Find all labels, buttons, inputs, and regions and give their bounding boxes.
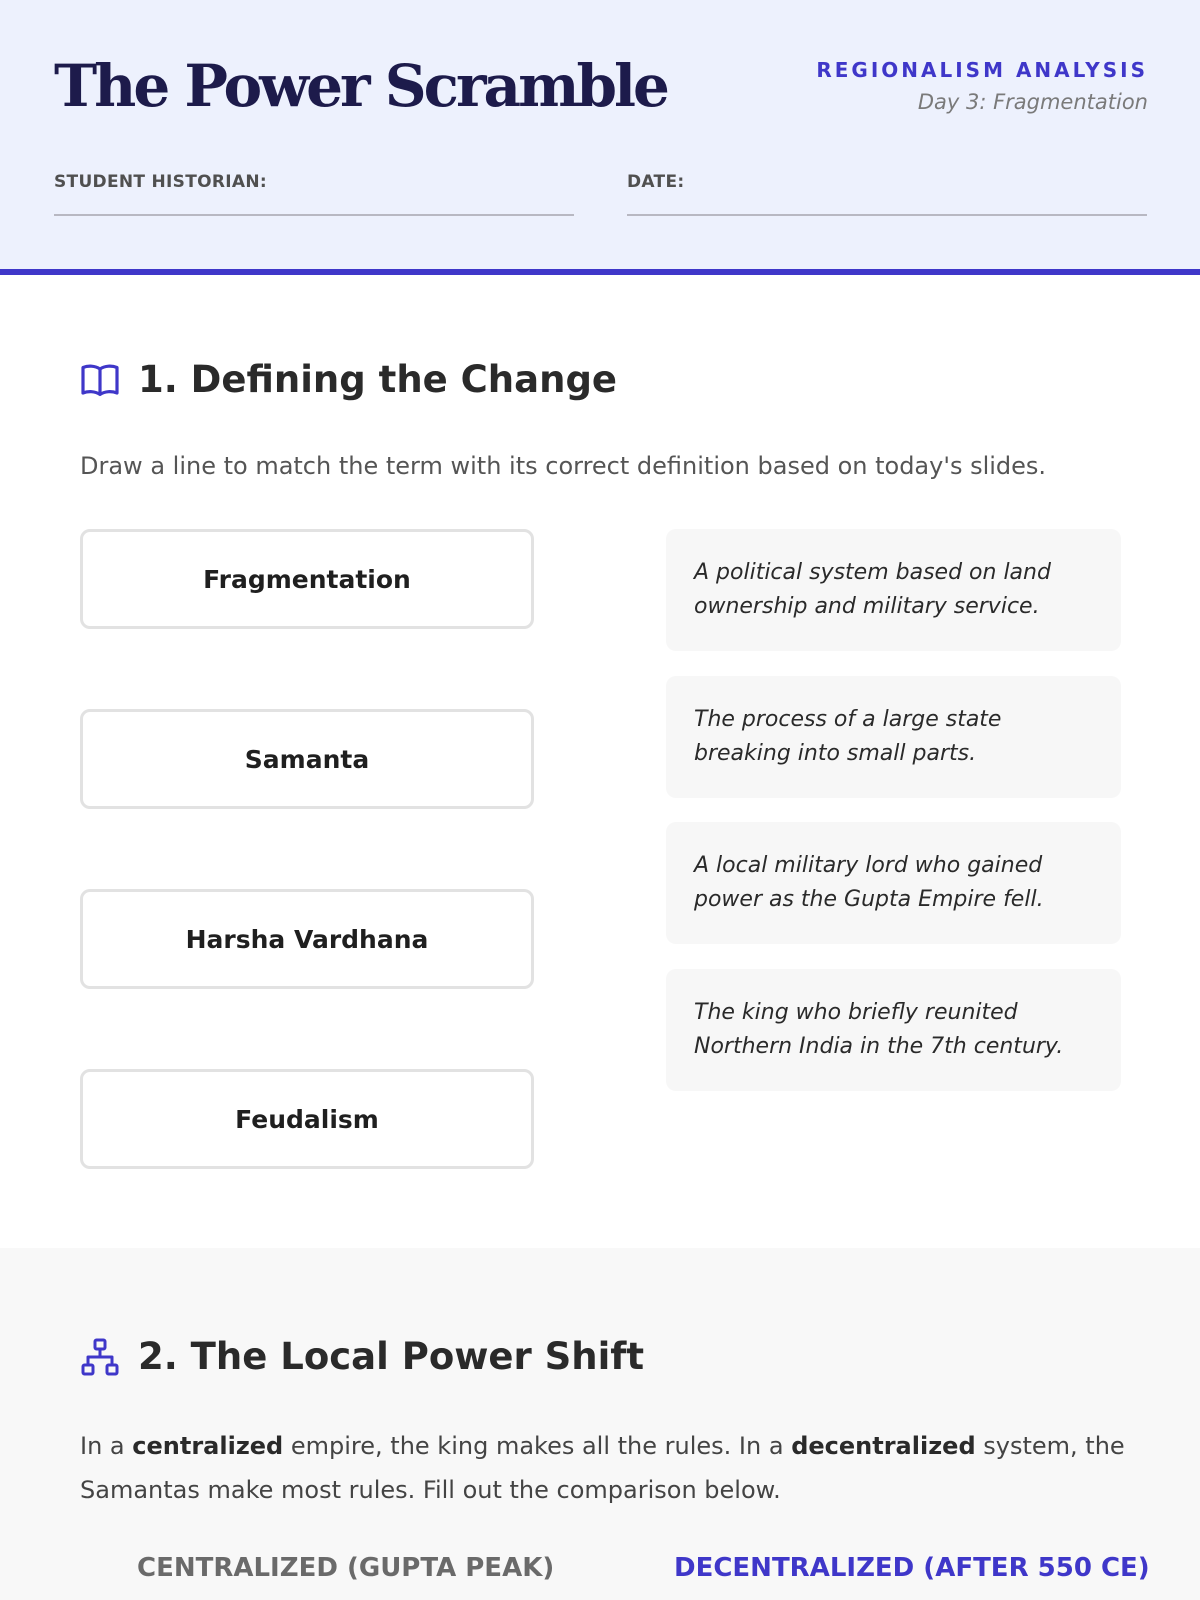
worksheet-title: The Power Scramble <box>54 52 667 120</box>
section-2-instruction <box>80 1424 1140 1512</box>
definition-text: A local military lord who gained power as the Gupta Empire fell. <box>694 853 1044 912</box>
instruction-text: empire, the king makes all the rules. In a <box>283 1432 792 1460</box>
instruction-text: In a <box>80 1432 133 1460</box>
decentralized-column-header: DECENTRALIZED (AFTER 550 CE) <box>674 1553 1150 1583</box>
section-1-title: 1. Defining the Change <box>138 358 618 401</box>
hierarchy-icon <box>80 1337 120 1377</box>
section-1-heading <box>80 358 617 401</box>
subject-label: REGIONALISM ANALYSIS <box>816 58 1148 82</box>
student-name-label: STUDENT HISTORIAN: <box>54 172 267 192</box>
term-card[interactable]: Fragmentation <box>80 529 534 629</box>
instruction-keyword: centralized <box>132 1432 284 1460</box>
date-field[interactable] <box>627 172 1147 216</box>
definition-text: The process of a large state breaking into small parts. <box>694 707 1002 766</box>
section-2-title: 2. The Local Power Shift <box>138 1335 645 1378</box>
worksheet-header <box>0 0 1200 275</box>
definition-text: The king who briefly reunited Northern India in the 7th century. <box>694 1000 1064 1059</box>
instruction-text: system, the Samantas make most rules. Fill out the comparison below. <box>80 1432 1125 1504</box>
definition-card[interactable] <box>666 676 1121 798</box>
term-card[interactable]: Feudalism <box>80 1069 534 1169</box>
date-label: DATE: <box>627 172 685 192</box>
section-2-heading <box>80 1335 644 1378</box>
definition-card[interactable] <box>666 822 1121 944</box>
term-card[interactable]: Harsha Vardhana <box>80 889 534 989</box>
definition-card[interactable] <box>666 529 1121 651</box>
term-card[interactable]: Samanta <box>80 709 534 809</box>
section-1-instruction: Draw a line to match the term with its correct definition based on today's slides. <box>80 452 1047 480</box>
day-label: Day 3: Fragmentation <box>917 90 1148 114</box>
book-icon <box>80 360 120 400</box>
definition-text: A political system based on land ownership and military service. <box>694 560 1051 619</box>
instruction-keyword: decentralized <box>791 1432 976 1460</box>
centralized-column-header: CENTRALIZED (GUPTA PEAK) <box>137 1553 555 1583</box>
student-name-field[interactable] <box>54 172 574 216</box>
definition-card[interactable] <box>666 969 1121 1091</box>
